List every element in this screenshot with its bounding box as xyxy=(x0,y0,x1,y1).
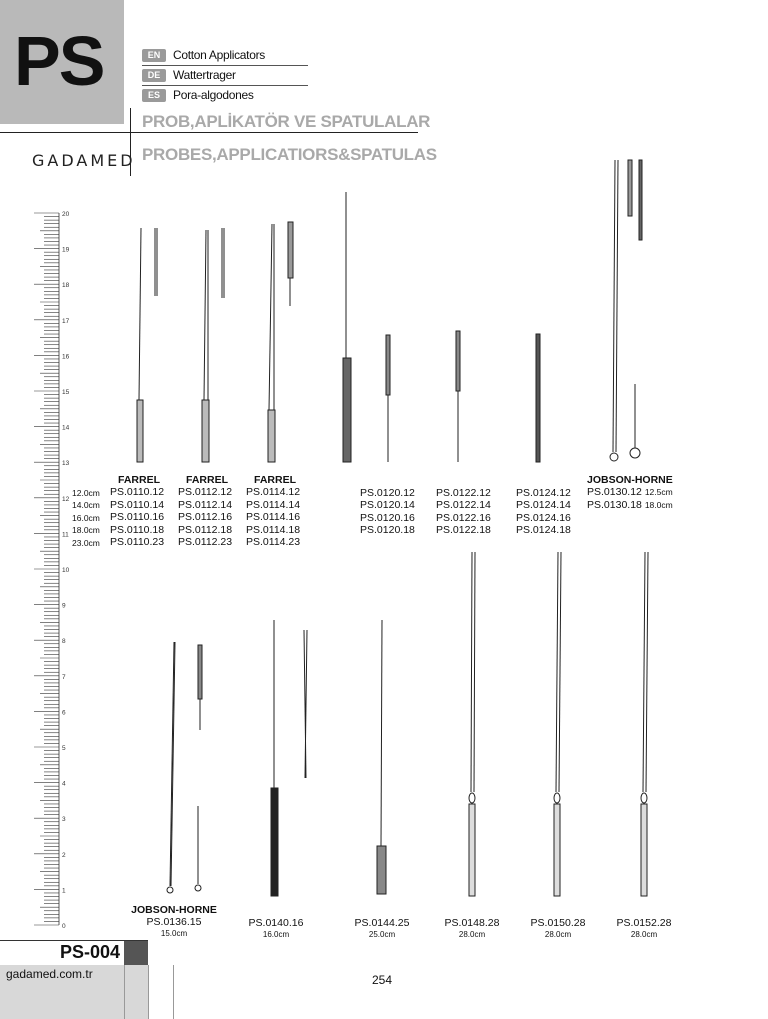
product-size: 12.5cm xyxy=(644,487,673,498)
product-code: PS.0124.12 xyxy=(516,487,571,499)
product-group-ps0130 xyxy=(587,474,673,511)
product-code: PS.0120.14 xyxy=(360,499,415,512)
product-code: PS.0122.12 xyxy=(436,487,491,499)
product-code: PS.0130.18 xyxy=(587,498,642,511)
product-code: PS.0114.14 xyxy=(246,498,301,511)
footer-dark-block xyxy=(124,941,148,965)
product-code: PS.0152.28 xyxy=(616,917,672,929)
product-caption-ps0144 xyxy=(342,917,422,939)
ruler-label: 19 xyxy=(62,246,70,254)
page-title-tr: PROB,APLİKATÖR VE SPATULALAR xyxy=(142,112,431,131)
ruler-label: 18 xyxy=(62,282,70,290)
product-code: PS.0150.28 xyxy=(530,917,586,929)
ruler-label: 13 xyxy=(62,460,70,468)
ruler-label: 10 xyxy=(62,567,70,574)
product-code: PS.0120.16 xyxy=(360,511,415,524)
product-code: PS.0144.25 xyxy=(354,917,410,929)
lang-text: Cotton Applicators xyxy=(173,48,265,62)
ruler-label: 7 xyxy=(62,673,66,681)
product-caption-ps0136 xyxy=(124,904,224,938)
product-size: 18.0cm xyxy=(644,499,673,510)
product-code: PS.0110.23 xyxy=(110,536,165,549)
product-brand: FARREL xyxy=(186,474,228,486)
lang-tag: ES xyxy=(142,89,166,102)
product-group-ps0114 xyxy=(246,474,300,548)
product-group-ps0120 xyxy=(360,487,415,537)
product-code: PS.0114.18 xyxy=(246,523,301,536)
product-group-ps0112 xyxy=(178,474,232,548)
product-size: 28.0cm xyxy=(630,930,658,939)
brand-logo: GADAMED xyxy=(32,151,136,170)
instrument-ps0130 xyxy=(610,160,642,461)
product-caption-ps0150 xyxy=(518,917,598,939)
instrument-ps0114 xyxy=(268,222,293,462)
product-caption-ps0148 xyxy=(432,917,512,939)
length-item: 16.0cm xyxy=(72,512,100,523)
ruler-label: 14 xyxy=(62,424,70,432)
product-caption-ps0152 xyxy=(604,917,684,939)
product-brand: FARREL xyxy=(254,474,296,486)
product-code: PS.0110.16 xyxy=(110,511,165,524)
ruler-label: 5 xyxy=(62,745,66,752)
lang-tag: DE xyxy=(142,69,166,82)
product-code: PS.0112.23 xyxy=(178,536,233,549)
product-code: PS.0148.28 xyxy=(444,917,500,929)
ruler-label: 20 xyxy=(62,211,70,218)
ruler-label: 17 xyxy=(62,317,70,325)
product-group-ps0110 xyxy=(110,474,164,548)
instrument-ps0122 xyxy=(456,331,460,462)
lang-tag: EN xyxy=(142,49,166,62)
product-group-ps0122 xyxy=(436,487,491,537)
lang-text: Wattertrager xyxy=(173,68,236,82)
footer-website[interactable]: gadamed.com.tr xyxy=(6,967,93,981)
page-number: 254 xyxy=(372,973,393,987)
ruler-label: 4 xyxy=(62,780,66,788)
product-code: PS.0112.16 xyxy=(178,511,233,524)
ruler-label: 1 xyxy=(62,887,66,895)
product-size: 28.0cm xyxy=(458,930,486,939)
section-code: PS xyxy=(14,22,104,100)
product-code: PS.0114.23 xyxy=(246,536,301,549)
instrument-ps0150 xyxy=(554,552,561,896)
instrument-ps0112 xyxy=(202,228,224,462)
instrument-ps0110 xyxy=(137,228,157,462)
length-item: 18.0cm xyxy=(72,525,100,536)
product-size: 15.0cm xyxy=(160,929,188,938)
ruler-label: 12 xyxy=(62,495,70,503)
product-code: PS.0110.12 xyxy=(110,486,165,499)
length-item: 23.0cm xyxy=(72,537,100,548)
product-size: 16.0cm xyxy=(262,930,290,939)
length-item: 12.0cm xyxy=(72,488,100,498)
product-code: PS.0114.16 xyxy=(246,511,301,524)
product-code: PS.0110.18 xyxy=(110,523,165,536)
ruler-label: 15 xyxy=(62,389,70,396)
instrument-ps0124 xyxy=(536,334,540,462)
instrument-ps0148 xyxy=(469,552,475,896)
ruler-label: 3 xyxy=(62,816,66,824)
product-code: PS.0112.18 xyxy=(178,523,233,536)
page-title-en: PROBES,APPLICATIORS&SPATULAS xyxy=(142,145,437,164)
footer-white-block xyxy=(148,965,174,1019)
product-code: PS.0120.18 xyxy=(360,524,415,537)
instrument-ps0136 xyxy=(167,642,202,893)
ruler-label: 8 xyxy=(62,638,66,646)
product-code: PS.0140.16 xyxy=(248,917,304,929)
ruler-label: 2 xyxy=(62,851,66,859)
ruler-label: 11 xyxy=(62,531,69,539)
instrument-ps0120 xyxy=(343,192,390,462)
product-code: PS.0124.16 xyxy=(516,511,571,524)
product-code: PS.0122.18 xyxy=(436,524,491,537)
product-size: 25.0cm xyxy=(368,930,396,939)
length-list xyxy=(72,487,100,549)
product-code: PS.0110.14 xyxy=(110,498,165,511)
instrument-ps0140 xyxy=(271,620,307,896)
product-code: PS.0130.12 xyxy=(587,486,642,499)
product-group-ps0124 xyxy=(516,487,571,537)
length-item: 14.0cm xyxy=(72,500,100,511)
product-code: PS.0120.12 xyxy=(360,487,415,499)
product-caption-ps0140 xyxy=(236,917,316,939)
product-code: PS.0112.14 xyxy=(178,498,233,511)
footer-page-code: PS-004 xyxy=(60,942,121,962)
product-brand: JOBSON-HORNE xyxy=(131,904,217,916)
product-code: PS.0122.14 xyxy=(436,499,491,512)
ruler-label: 9 xyxy=(62,602,66,610)
ruler-label: 0 xyxy=(62,923,66,930)
product-code: PS.0114.12 xyxy=(246,486,301,499)
product-brand: FARREL xyxy=(118,474,160,486)
lang-text: Pora-algodones xyxy=(173,88,254,102)
product-code: PS.0124.14 xyxy=(516,499,571,512)
ruler-label: 6 xyxy=(62,709,66,717)
footer-frame xyxy=(124,965,149,1019)
instrument-ps0152 xyxy=(641,552,648,896)
instrument-ps0144 xyxy=(377,620,386,894)
product-code: PS.0122.16 xyxy=(436,511,491,524)
product-brand: JOBSON-HORNE xyxy=(587,474,673,486)
product-code: PS.0112.12 xyxy=(178,486,233,499)
product-code: PS.0136.15 xyxy=(146,916,202,928)
ruler-label: 16 xyxy=(62,353,70,361)
product-size: 28.0cm xyxy=(544,930,572,939)
product-code: PS.0124.18 xyxy=(516,524,571,537)
